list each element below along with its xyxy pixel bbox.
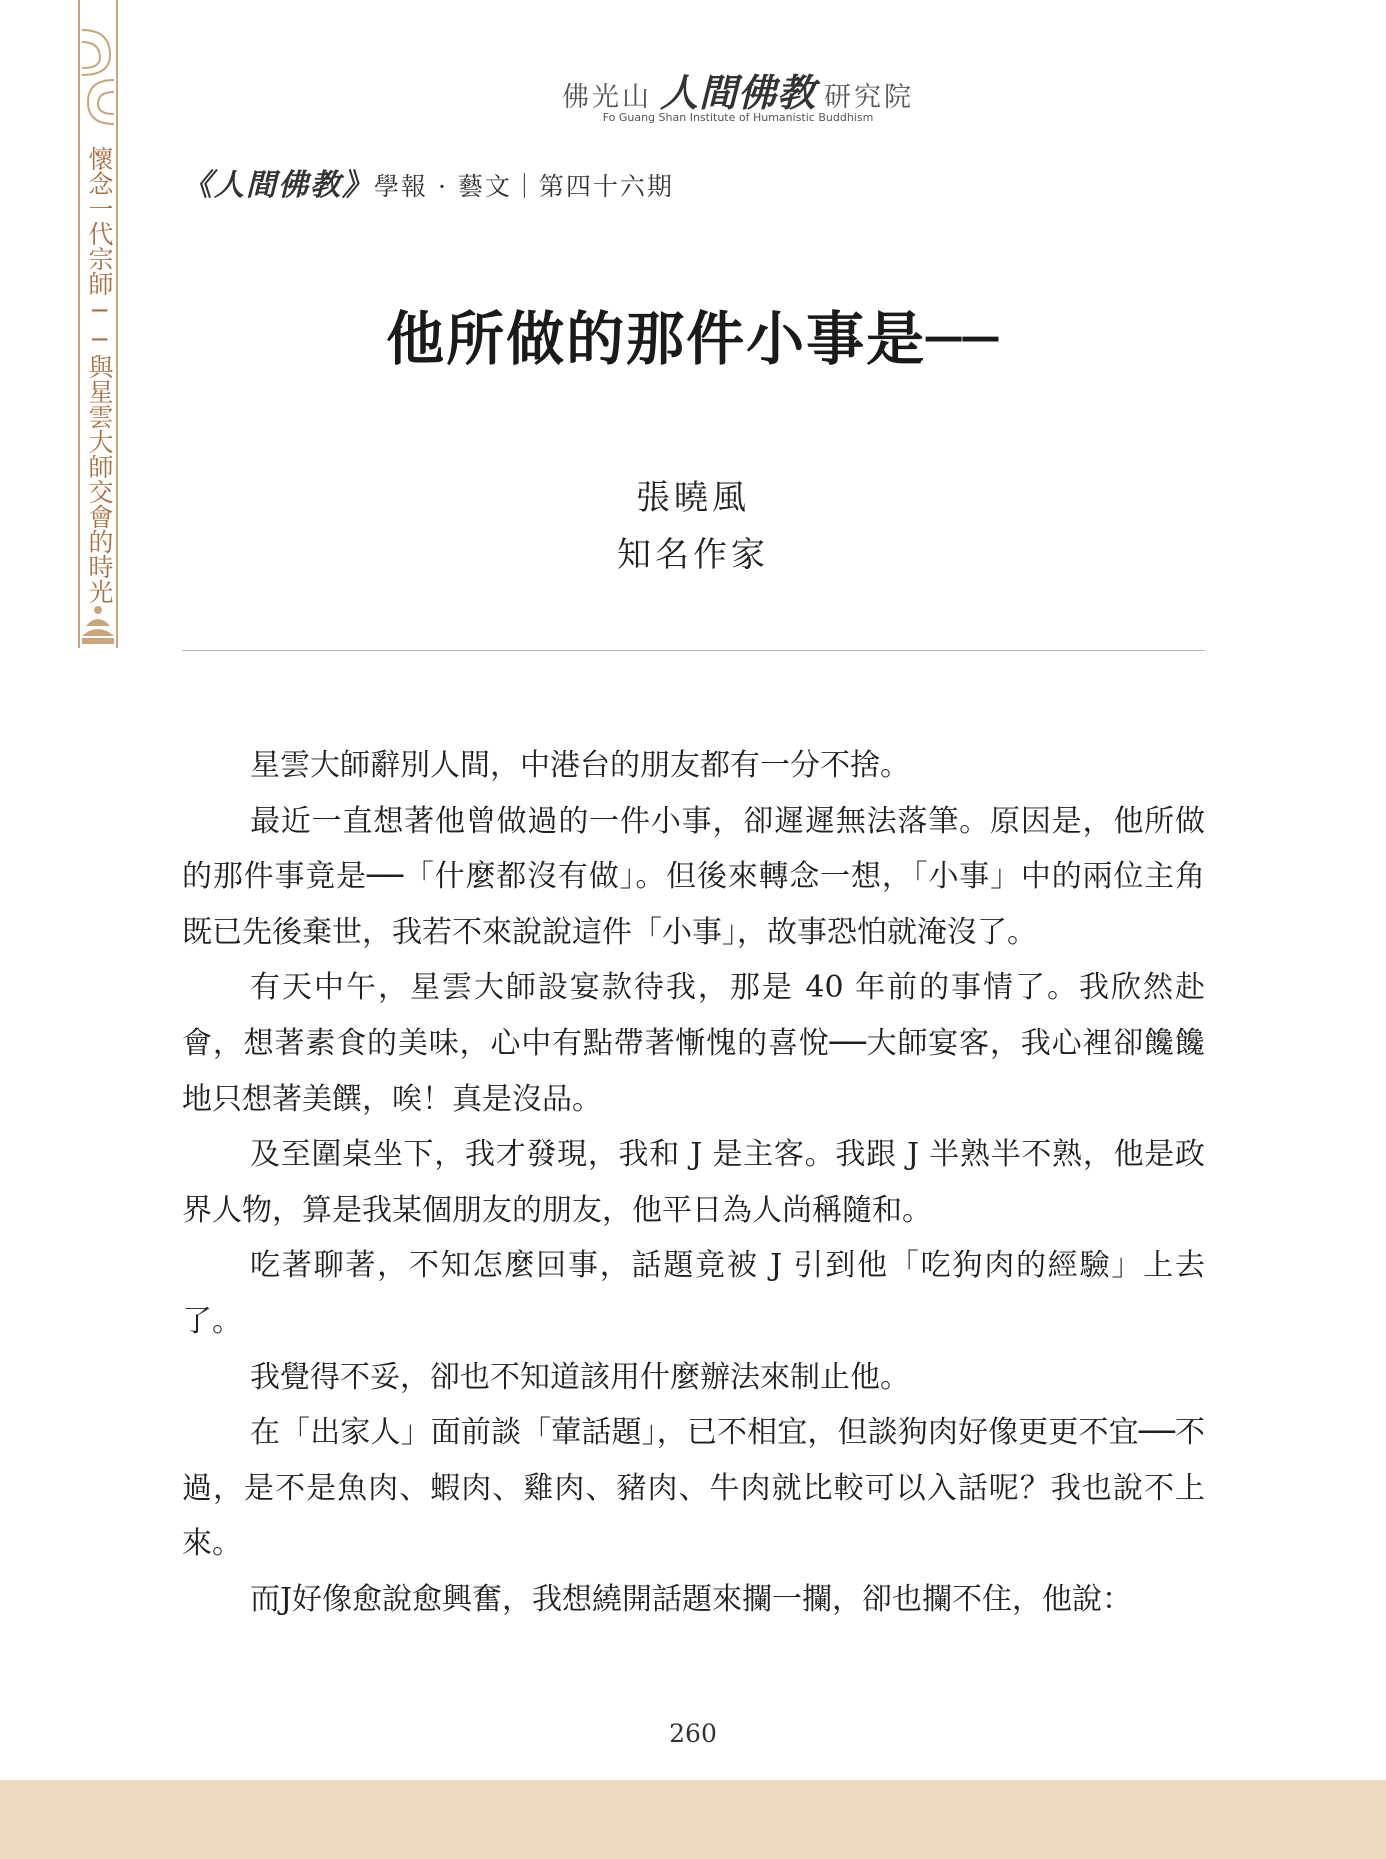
title-divider bbox=[182, 650, 1205, 651]
footer-band bbox=[0, 1780, 1386, 1859]
lotus-ornament-icon bbox=[80, 604, 116, 646]
logo-prefix: 佛光山 bbox=[561, 82, 652, 113]
paragraph: 在「出家人」面前談「葷話題」，已不相宜，但談狗肉好像更更不宜──不過，是不是魚肉、蝦肉、雞肉、豬肉、牛肉就比較可以入話呢？我也說不上來。 bbox=[182, 1415, 1205, 1562]
paragraph: 有天中午，星雲大師設宴款待我，那是 40 年前的事情了。我欣然赴會，想著素食的美味，心中有點帶著慚愧的喜悅──大師宴客，我心裡卻饞饞地只想著美饌，唉！真是沒品。 bbox=[182, 970, 1205, 1117]
author-role: 知名作家 bbox=[617, 535, 769, 575]
sidebar-vertical-title: 懷念一代宗師──與星雲大師交會的時光 bbox=[85, 146, 114, 604]
running-head-brand: 《人間佛教》 bbox=[182, 168, 374, 203]
paragraph: 我覺得不妥，卻也不知道該用什麼辦法來制止他。 bbox=[250, 1359, 910, 1395]
paragraph: 而J好像愈說愈興奮，我想繞開話題來攔一攔，卻也攔不住，他說： bbox=[250, 1581, 1133, 1617]
paragraph: 及至圍桌坐下，我才發現，我和 J 是主客。我跟 J 半熟半不熟，他是政界人物，算是我某個朋友的朋友，他平日為人尚稱隨和。 bbox=[182, 1137, 1205, 1228]
article-body bbox=[182, 738, 1205, 1628]
logo-suffix: 研究院 bbox=[824, 82, 914, 113]
paragraph: 星雲大師辭別人間，中港台的朋友都有一分不捨。 bbox=[250, 748, 910, 783]
logo-english: Fo Guang Shan Institute of Humanistic Buddhism bbox=[602, 111, 874, 124]
running-head-rest: 學報 · 藝文｜第四十六期 bbox=[374, 172, 674, 201]
running-head bbox=[182, 160, 674, 204]
article-title: 他所做的那件小事是── bbox=[386, 305, 1000, 373]
author-name: 張曉風 bbox=[636, 478, 750, 518]
logo-brand: 人間佛教 bbox=[659, 70, 816, 115]
paragraph: 吃著聊著，不知怎麼回事，話題竟被 J 引到他「吃狗肉的經驗」上去了。 bbox=[182, 1248, 1205, 1339]
page-number: 260 bbox=[669, 1719, 717, 1748]
institute-logo bbox=[0, 62, 1386, 117]
paragraph: 最近一直想著他曾做過的一件小事，卻遲遲無法落筆。原因是，他所做的那件事竟是──「什麼都沒有做」。但後來轉念一想，「小事」中的兩位主角既已先後棄世，我若不來說說這件「小事」，故事恐怕就淹沒了。 bbox=[182, 803, 1205, 950]
